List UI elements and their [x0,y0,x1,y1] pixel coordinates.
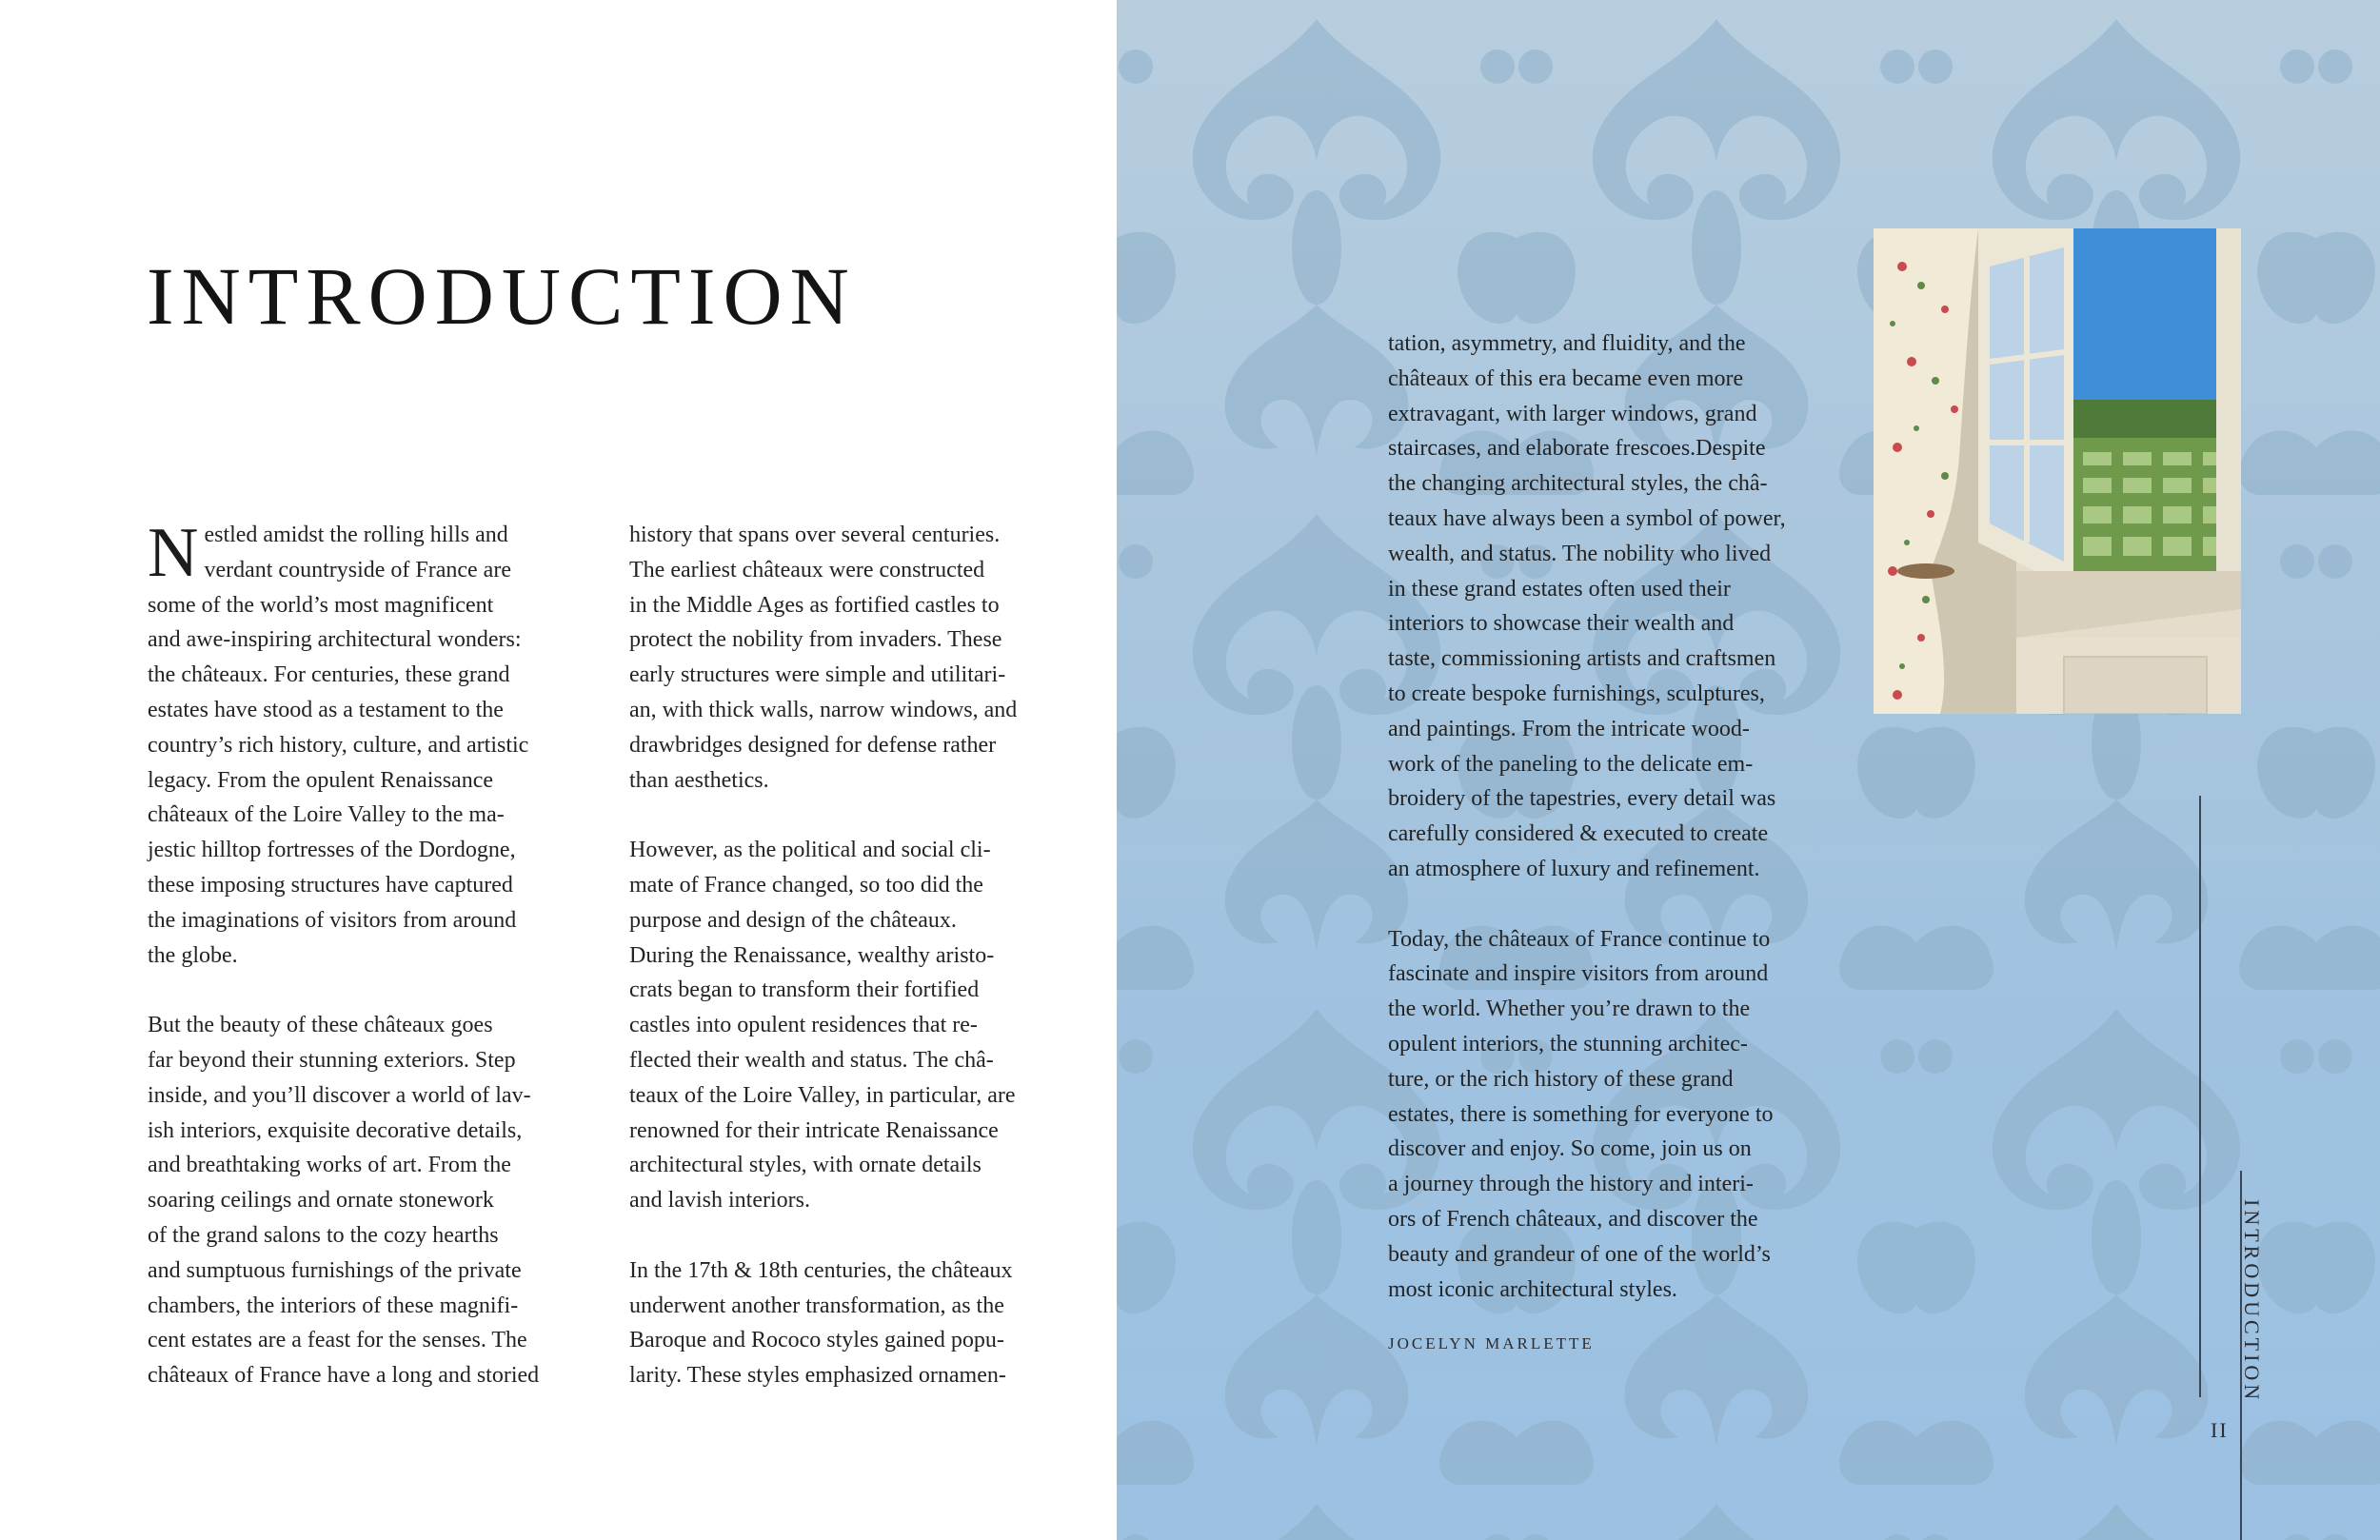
paragraph: tation, asymmetry, and fluidity, and the châteaux of this era became even more extravagant, with larger windows, grand staircases, and elaborate frescoes.Despite the changing architectural styles, the châ- teaux have always been a symbol of power, wealth, and status. The nobility who lived in these grand estates often used their interiors to showcase their wealth and taste, commissioning artists and craftsmen to create bespoke furnishings, sculptures, and paintings. From the intricate wood- work of the paneling to the delicate em- broidery of the tapestries, every detail was carefully considered & executed to create an atmosphere of luxury and refinement. [1388,331,1786,881]
opening-paragraph [148,514,585,973]
window-photo [1874,228,2241,714]
running-head [2199,1199,2294,1404]
drop-cap: N [148,514,199,592]
paragraph: Today, the châteaux of France continue to fascinate and inspire visitors from around the world. Whether you’re drawn to the opulent interiors, the stunning architec- ture, or the rich history of these grand estates, there is something for everyone to discover and enjoy. So come, join us on a journey through the history and interi- ors of French châteaux, and discover the beauty and grandeur of one of the world’s most iconic architectural styles. [1388,926,1774,1302]
paragraph: In the 17th & 18th centuries, the châteaux underwent another transformation, as the Baroque and Rococo styles gained popu- larity. These styles emphasized ornamen- [629,1257,1013,1389]
paragraph: But the beauty of these châteaux goes far beyond their stunning exteriors. Step inside, and you’ll discover a world of lav- ish interiors, exquisite decorative details, and breathtaking works of art. From the soaring ceilings and ornate stonework of the grand salons to the cozy hearths and sumptuous furnishings of the private chambers, the interiors of these magnifi- cent estates are a feast for the senses. The châteaux of France have a long and storied [148,1013,540,1389]
text-column-middle [629,518,1067,1429]
left-page [0,0,1117,1540]
paragraph: However, as the political and social cli- mate of France changed, so too did the purpose and design of the châteaux. During the Renaissance, wealthy aristo- crats began to transform their fortified castles into opulent residences that re- flected their wealth and status. The châ- teaux of the Loire Valley, in particular, are renowned for their intricate Renaissance architectural styles, with ornate details and lavish interiors. [629,838,1016,1214]
text-column-right [1388,326,1826,1342]
open-window-garden-photo-icon [1874,228,2241,714]
running-head-text: INTRODUCTION [2240,1199,2264,1404]
author-signature: JOCELYN MARLETTE [1388,1334,1595,1352]
page-number: II [2211,1418,2229,1442]
text-column-left [148,514,585,1429]
page-title: INTRODUCTION [147,250,857,342]
paragraph: history that spans over several centuries. The earliest châteaux were constructed in the Middle Ages as fortified castles to protect the nobility from invaders. These early structures were simple and utilitari- an, with thick walls, narrow windows, and drawbridges designed for defense rather than aesthetics. [629,523,1018,793]
opening-paragraph-text: estled amidst the rolling hills and verdant countryside of France are some of the world’s most magnificent and awe-inspiring architectural wonders: the châteaux. For centuries, these grand estates have stood as a testament to the country’s rich history, culture, and artistic legacy. From the opulent Renaissance châteaux of the Loire Valley to the ma- jestic hilltop fortresses of the Dordogne, these imposing structures have captured the imaginations of visitors from around the globe. [148,523,529,968]
